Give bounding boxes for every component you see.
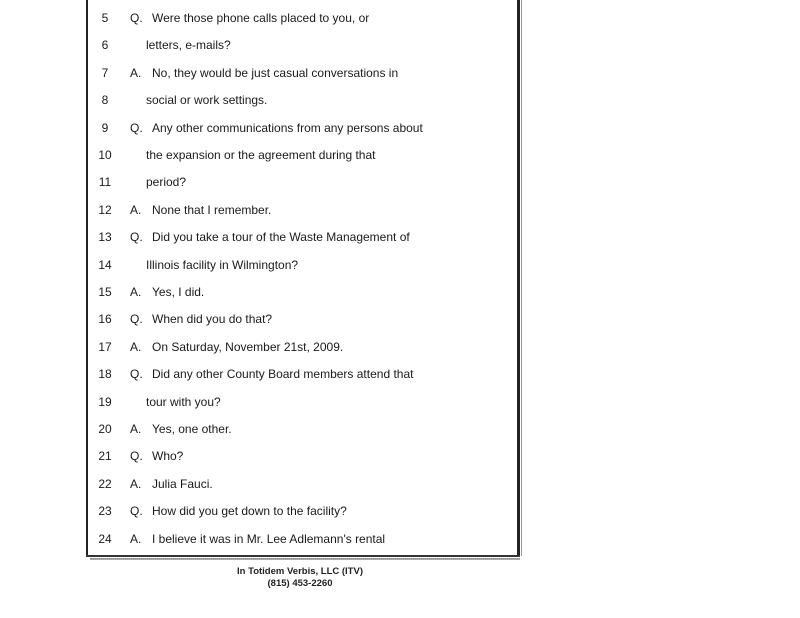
line-number: 22	[98, 477, 112, 491]
line-text: Yes, I did.	[152, 285, 205, 299]
line-text: Yes, one other.	[152, 422, 232, 436]
line-text: tour with you?	[146, 395, 221, 409]
line-number: 12	[98, 203, 112, 217]
qa-marker: A.	[130, 477, 142, 491]
qa-marker: A.	[130, 285, 142, 299]
line-number: 13	[98, 230, 112, 244]
line-number: 14	[98, 258, 112, 272]
qa-marker: Q.	[130, 504, 143, 518]
line-number: 19	[98, 395, 112, 409]
line-number: 18	[98, 367, 112, 381]
qa-marker: Q.	[130, 367, 143, 381]
line-number: 20	[98, 422, 112, 436]
footer-phone: (815) 453-2260	[267, 578, 333, 589]
line-number: 24	[98, 532, 112, 546]
qa-marker: Q.	[130, 11, 143, 25]
qa-marker: Q.	[130, 230, 143, 244]
line-number: 10	[98, 148, 112, 162]
line-text: Any other communications from any persons about	[152, 121, 423, 135]
line-number: 5	[101, 11, 109, 25]
line-text: Did you take a tour of the Waste Management of	[152, 230, 410, 244]
line-text: Illinois facility in Wilmington?	[146, 258, 299, 272]
qa-marker: A.	[130, 422, 142, 436]
qa-marker: A.	[130, 203, 142, 217]
footer-company: In Totidem Verbis, LLC (ITV)	[237, 566, 363, 577]
line-text: Julia Fauci.	[152, 477, 213, 491]
line-text: the expansion or the agreement during that	[146, 148, 376, 162]
line-number: 8	[101, 93, 109, 107]
line-text: When did you do that?	[152, 312, 273, 326]
line-text: social or work settings.	[146, 93, 268, 107]
line-number: 11	[98, 175, 112, 189]
page-border-right-shadow	[521, 0, 522, 556]
line-text: Did any other County Board members attend that	[152, 367, 414, 381]
line-number: 21	[98, 449, 112, 463]
line-number: 15	[98, 285, 112, 299]
line-text: On Saturday, November 21st, 2009.	[152, 340, 344, 354]
line-text: How did you get down to the facility?	[152, 504, 347, 518]
line-text: Were those phone calls placed to you, or	[152, 11, 370, 25]
line-text: I believe it was in Mr. Lee Adlemann's rental	[152, 532, 386, 546]
page-border-right	[517, 0, 520, 556]
qa-marker: A.	[130, 66, 142, 80]
line-number: 9	[101, 121, 109, 135]
line-number: 16	[98, 312, 112, 326]
line-text: No, they would be just casual conversations in	[152, 66, 399, 80]
qa-marker: A.	[130, 340, 142, 354]
qa-marker: A.	[130, 532, 142, 546]
line-number: 23	[98, 504, 112, 518]
line-number: 17	[98, 340, 112, 354]
line-text: period?	[146, 175, 187, 189]
qa-marker: Q.	[130, 121, 143, 135]
line-number: 6	[101, 38, 109, 52]
page-border-bottom	[86, 555, 520, 557]
qa-marker: Q.	[130, 312, 143, 326]
line-number: 7	[101, 66, 109, 80]
page-border-bottom-shadow	[90, 558, 520, 560]
line-text: letters, e-mails?	[146, 38, 231, 52]
line-text: None that I remember.	[152, 203, 272, 217]
line-text: Who?	[152, 449, 184, 463]
qa-marker: Q.	[130, 449, 143, 463]
page-border-left	[86, 0, 88, 556]
